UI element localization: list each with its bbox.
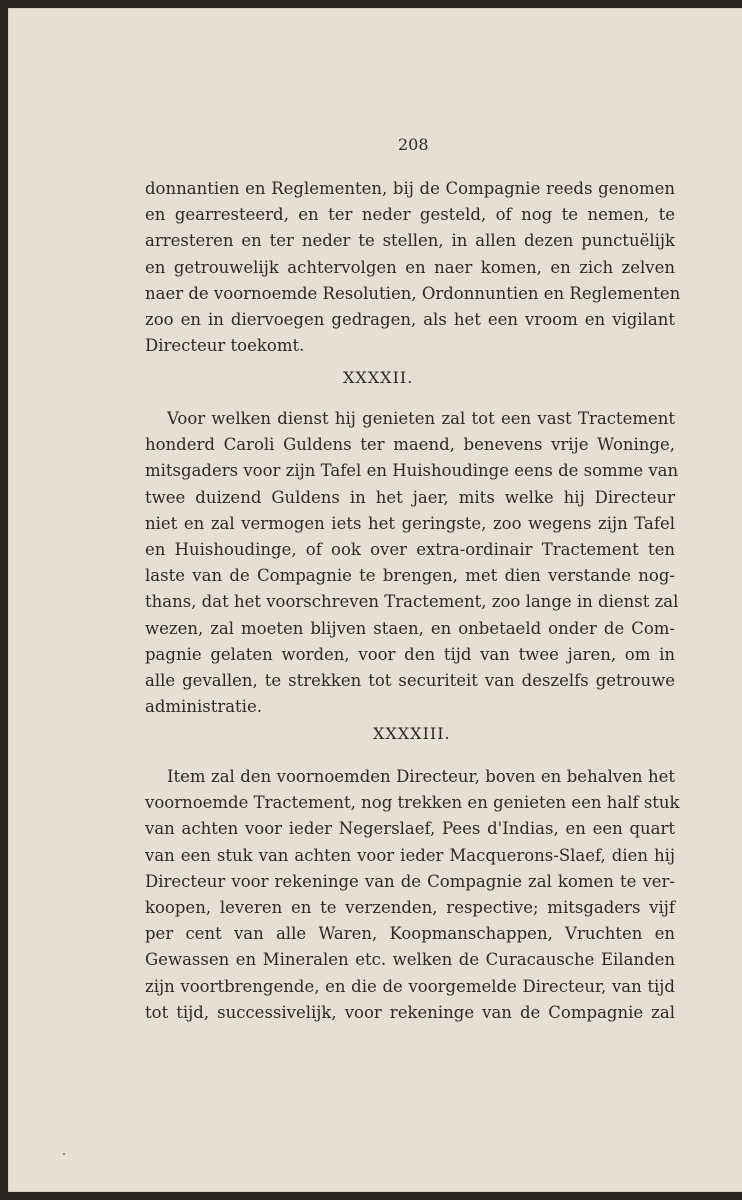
text-line: laste van de Compagnie te brengen, met dien verstande nog- (145, 566, 675, 586)
book-page (8, 8, 742, 1192)
text-line: van achten voor ieder Negerslaef, Pees d'Indias, en een quart (145, 819, 675, 839)
paragraph-xxxxii (145, 406, 679, 720)
text-line: thans, dat het voorschreven Tractement, zoo lange in dienst zal (145, 592, 679, 612)
text-line: tot tijd, successivelijk, voor rekeninge van de Compagnie zal (145, 1002, 675, 1022)
text-line: zijn voortbrengende, en die de voorgemelde Directeur, van tijd (145, 976, 675, 996)
section-heading-xxxxiii: XXXXIII. (373, 724, 451, 743)
text-line: Directeur toekomt. (145, 336, 305, 356)
text-line: zoo en in diervoegen gedragen, als het een vroom en vigilant (145, 310, 675, 330)
text-line: voornoemde Tractement, nog trekken en genieten een half stuk (145, 793, 680, 813)
paragraph-xxxxiii (145, 764, 680, 1026)
paragraph-continuation (145, 176, 681, 359)
text-line: van een stuk van achten voor ieder Macquerons-Slaef, dien hij (145, 845, 675, 865)
text-line: en gearresteerd, en ter neder gesteld, of nog te nemen, te (145, 205, 675, 225)
text-line: arresteren en ter neder te stellen, in allen dezen punctuëlijk (145, 231, 675, 251)
text-line: wezen, zal moeten blijven staen, en onbetaeld onder de Com- (145, 618, 675, 638)
text-line: Gewassen en Mineralen etc. welken de Curacausche Eilanden (145, 950, 675, 970)
text-line: honderd Caroli Guldens ter maend, benevens vrije Woninge, (145, 435, 675, 455)
text-line: donnantien en Reglementen, bij de Compagnie reeds genomen (145, 179, 675, 198)
text-line: per cent van alle Waren, Koopmanschappen, Vruchten en (145, 924, 675, 944)
text-line: en Huishoudinge, of ook over extra-ordinair Tractement ten (145, 540, 675, 560)
section-heading-xxxxii: XXXXII. (343, 368, 414, 387)
text-line: niet en zal vermogen iets het geringste, zoo wegens zijn Tafel (145, 513, 675, 533)
paper-speck (63, 1153, 65, 1155)
text-line: Item zal den voornoemden Directeur, boven en behalven het (167, 767, 675, 786)
text-line: naer de voornoemde Resolutien, Ordonnuntien en Reglementen (145, 283, 681, 303)
text-line: koopen, leveren en te verzenden, respective; mitsgaders vijf (145, 898, 675, 918)
text-line: administratie. (145, 697, 262, 717)
text-line: mitsgaders voor zijn Tafel en Huishoudinge eens de somme van (145, 461, 679, 481)
text-line: alle gevallen, te strekken tot securiteit van deszelfs getrouwe (145, 671, 675, 691)
text-line: pagnie gelaten worden, voor den tijd van twee jaren, om in (145, 644, 675, 664)
text-line: Directeur voor rekeninge van de Compagnie zal komen te ver- (145, 871, 675, 891)
page-number: 208 (398, 135, 429, 154)
text-line: Voor welken dienst hij genieten zal tot een vast Tractement (167, 409, 675, 428)
text-line: twee duizend Guldens in het jaer, mits welke hij Directeur (145, 487, 675, 507)
text-line: en getrouwelijk achtervolgen en naer komen, en zich zelven (145, 257, 675, 277)
